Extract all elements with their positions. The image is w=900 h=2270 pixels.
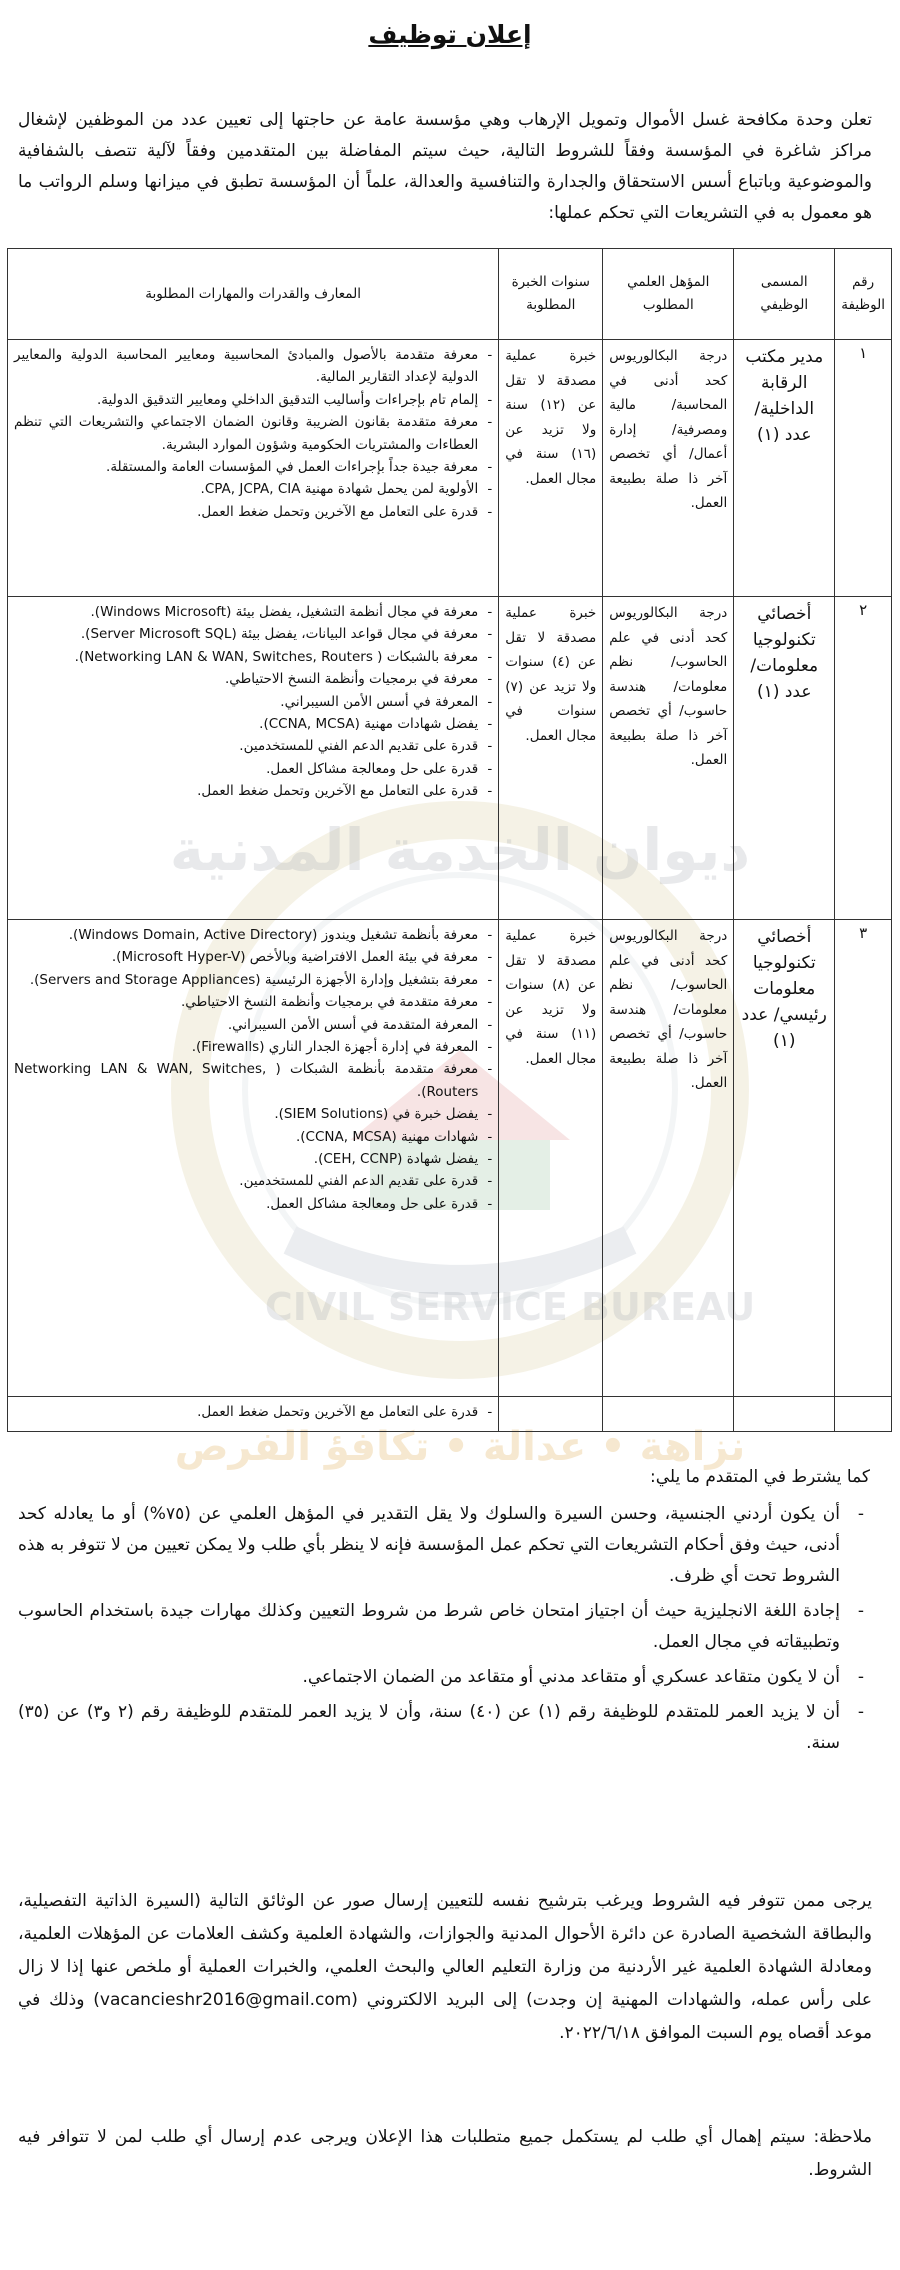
skill-item: - قدرة على تقديم الدعم الفني للمستخدمين.	[14, 735, 492, 757]
header-qualification: المؤهل العلمي المطلوب	[603, 249, 734, 340]
job-skills	[8, 597, 499, 920]
conditions-intro: كما يشترط في المتقدم ما يلي:	[650, 1467, 870, 1487]
skill-item: - معرفة جيدة جداً بإجراءات العمل في المؤسسات العامة والمستقلة.	[14, 456, 492, 478]
skill-item: - قدرة على التعامل مع الآخرين وتحمل ضغط العمل.	[14, 780, 492, 802]
skill-item: - يفضل شهادات مهنية (CCNA, MCSA).	[14, 713, 492, 735]
job-qualification: درجة البكالوريوس كحد أدنى في علم الحاسوب/ نظم معلومات/ هندسة حاسوب/ أي تخصص آخر ذا صلة بطبيعة العمل.	[603, 597, 734, 920]
condition-item: - إجادة اللغة الانجليزية حيث أن اجتياز امتحان خاص شرط من شروط التعيين وكذلك مهارات جيدة باستخدام الحاسوب وتطبيقاته في مجال العمل.	[18, 1596, 870, 1658]
job-number: ٢	[835, 597, 892, 920]
header-job-title: المسمى الوظيفي	[734, 249, 835, 340]
skill-item: - يفضل خبرة في (SIEM Solutions).	[14, 1103, 492, 1125]
skill-item: - قدرة على التعامل مع الآخرين وتحمل ضغط العمل.	[14, 501, 492, 523]
watermark-arc-text: ديوان الخدمة المدنية	[169, 816, 751, 884]
job-qualification: درجة البكالوريوس كحد أدنى في علم الحاسوب/ نظم معلومات/ هندسة حاسوب/ أي تخصص آخر ذا صلة بطبيعة العمل.	[603, 920, 734, 1397]
header-experience: سنوات الخبرة المطلوبة	[499, 249, 603, 340]
job-number: ١	[835, 340, 892, 597]
skill-item: - معرفة في مجال أنظمة التشغيل، يفضل بيئة (Windows Microsoft).	[14, 601, 492, 623]
job-title: أخصائي تكنولوجيا معلومات/ عدد (١)	[734, 597, 835, 920]
skill-item: - معرفة متقدمة بقانون الضريبة وقانون الضمان الاجتماعي والتشريعات التي تنظم العطاءات والمشتريات الحكومية وشؤون الموارد البشرية.	[14, 411, 492, 456]
skill-item: - معرفة بأنظمة تشغيل ويندوز (Windows Domain, Active Directory).	[14, 924, 492, 946]
application-text: يرجى ممن تتوفر فيه الشروط ويرغب بترشيح نفسه للتعيين إرسال صور عن الوثائق التالية (السيرة الذاتية التفصيلية، والبطاقة الشخصية الصادرة عن دائرة الأحوال المدنية والجوازات، والشهادة العلمية وكشف العلامات عن المؤهلات العلمية، ومعادلة الشهادة العلمية غير الأردنية من وزارة التعليم العالي والبحث العلمي، والخبرات العملية أو ملخص عنها إذا لا زال على رأس عمله، والشهادات المهنية إن وجدت) إلى البريد الالكتروني	[18, 1891, 873, 2010]
skill-item: - معرفة في برمجيات وأنظمة النسخ الاحتياطي.	[14, 668, 492, 690]
job-skills	[8, 340, 499, 597]
header-skills: المعارف والقدرات والمهارات المطلوبة	[8, 249, 499, 340]
job-experience: خبرة عملية مصدقة لا تقل عن (١٢) سنة ولا تزيد عن (١٦) سنة في مجال العمل.	[499, 340, 603, 597]
skill-item: - معرفة متقدمة في برمجيات وأنظمة النسخ الاحتياطي.	[14, 991, 492, 1013]
skill-item: - المعرفة في إدارة أجهزة الجدار الناري (Firewalls).	[14, 1036, 492, 1058]
skill-item: - معرفة بتشغيل وإدارة الأجهزة الرئيسية (Servers and Storage Appliances).	[14, 969, 492, 991]
skill-item: - قدرة على حل ومعالجة مشاكل العمل.	[14, 758, 492, 780]
job-title: أخصائي تكنولوجيا معلومات رئيسي/ عدد (١)	[734, 920, 835, 1397]
job-skills	[8, 920, 499, 1397]
job-skills	[8, 1397, 499, 1432]
condition-item: - أن يكون أردني الجنسية، وحسن السيرة والسلوك ولا يقل التقدير في المؤهل العلمي عن (٧٥%) أو ما يعادله كحد أدنى، حيث وفق أحكام التشريعات التي تحكم عمل المؤسسة فإنه لا ينظر بأي طلب ولا يمكن تعيين من لا تتوفر به هذه الشروط تحت أي ظرف.	[18, 1499, 870, 1592]
table-row	[8, 597, 892, 920]
page-title: إعلان توظيف	[368, 20, 532, 49]
skill-item: - إلمام تام بإجراءات وأساليب التدقيق الداخلي ومعايير التدقيق الدولية.	[14, 389, 492, 411]
condition-item: - أن لا يكون متقاعد عسكري أو متقاعد مدني أو متقاعد من الضمان الاجتماعي.	[18, 1662, 870, 1693]
watermark-slogan: نزاهة • عدالة • تكافؤ الفرص	[174, 1424, 746, 1470]
job-experience: خبرة عملية مصدقة لا تقل عن (٤) سنوات ولا تزيد عن (٧) سنوات في مجال العمل.	[499, 597, 603, 920]
empty-cell	[603, 1397, 734, 1432]
skills-list	[14, 601, 492, 803]
email-address[interactable]: (vacancieshr2016@gmail.com)	[93, 1990, 358, 2010]
skill-item: - معرفة متقدمة بالأصول والمبادئ المحاسبية ومعايير المحاسبة الدولية والمعايير الدولية لإعداد التقارير المالية.	[14, 344, 492, 389]
skills-list	[14, 924, 492, 1215]
skill-item: - الأولوية لمن يحمل شهادة مهنية CPA, JCPA, CIA.	[14, 478, 492, 500]
skill-item: - قدرة على تقديم الدعم الفني للمستخدمين.	[14, 1170, 492, 1192]
application-deadline: وذلك في موعد أقصاه يوم السبت الموافق ٢٠٢٢/٦/١٨.	[18, 1990, 872, 2043]
skill-item: - معرفة في مجال قواعد البيانات، يفضل بيئة (Server Microsoft SQL).	[14, 623, 492, 645]
skill-item: - المعرفة المتقدمة في أسس الأمن السيبراني.	[14, 1014, 492, 1036]
skill-item: - معرفة متقدمة بأنظمة الشبكات ( Networking LAN & WAN, Switches, Routers).	[14, 1058, 492, 1103]
table-header-row	[8, 249, 892, 340]
skill-item: - المعرفة في أسس الأمن السيبراني.	[14, 691, 492, 713]
table-row	[8, 1397, 892, 1432]
skills-list	[14, 1401, 492, 1423]
skills-list	[14, 344, 492, 523]
skill-item: - قدرة على التعامل مع الآخرين وتحمل ضغط العمل.	[14, 1401, 492, 1423]
job-title: مدير مكتب الرقابة الداخلية/ عدد (١)	[734, 340, 835, 597]
job-qualification: درجة البكالوريوس كحد أدنى في المحاسبة/ مالية ومصرفية/ إدارة أعمال/ أي تخصص آخر ذا صلة بطبيعة العمل.	[603, 340, 734, 597]
skill-item: - معرفة بالشبكات ( Networking LAN & WAN, Switches, Routers).	[14, 646, 492, 668]
empty-cell	[499, 1397, 603, 1432]
job-number: ٣	[835, 920, 892, 1397]
header-job-number: رقم الوظيفة	[835, 249, 892, 340]
application-paragraph	[18, 1885, 872, 2050]
note-paragraph: ملاحظة: سيتم إهمال أي طلب لم يستكمل جميع متطلبات هذا الإعلان ويرجى عدم إرسال أي طلب لمن لا تتوافر فيه الشروط.	[18, 2127, 872, 2180]
conditions-list	[18, 1499, 870, 1759]
intro-paragraph: تعلن وحدة مكافحة غسل الأموال وتمويل الإرهاب وهي مؤسسة عامة عن حاجتها إلى تعيين عدد من الموظفين لإشغال مراكز شاغرة في المؤسسة وفقاً للشروط التالية، حيث سيتم المفاضلة بين المتقدمين وفقاً لآلية تتصف بالشفافية والموضوعية وباتباع أسس الاستحقاق والجدارة والتنافسية والعدالة، علماً أن المؤسسة تطبق في ميزانها وسلم الرواتب ما هو معمول به في التشريعات التي تحكم عملها:	[18, 110, 872, 223]
skill-item: - شهادات مهنية (CCNA, MCSA).	[14, 1126, 492, 1148]
job-experience: خبرة عملية مصدقة لا تقل عن (٨) سنوات ولا تزيد عن (١١) سنة في مجال العمل.	[499, 920, 603, 1397]
jobs-table	[7, 248, 892, 1432]
condition-item: - أن لا يزيد العمر للمتقدم للوظيفة رقم (١) عن (٤٠) سنة، وأن لا يزيد العمر للمتقدم للوظيفة رقم (٢ و٣) عن (٣٥) سنة.	[18, 1697, 870, 1759]
table-row	[8, 920, 892, 1397]
table-row	[8, 340, 892, 597]
empty-cell	[835, 1397, 892, 1432]
watermark-band-text: CIVIL SERVICE BUREAU	[264, 1285, 756, 1329]
skill-item: - قدرة على حل ومعالجة مشاكل العمل.	[14, 1193, 492, 1215]
empty-cell	[734, 1397, 835, 1432]
skill-item: - يفضل شهادة (CEH, CCNP).	[14, 1148, 492, 1170]
skill-item: - معرفة في بيئة العمل الافتراضية وبالأخص (Microsoft Hyper-V).	[14, 946, 492, 968]
conditions-section	[18, 1462, 870, 1763]
